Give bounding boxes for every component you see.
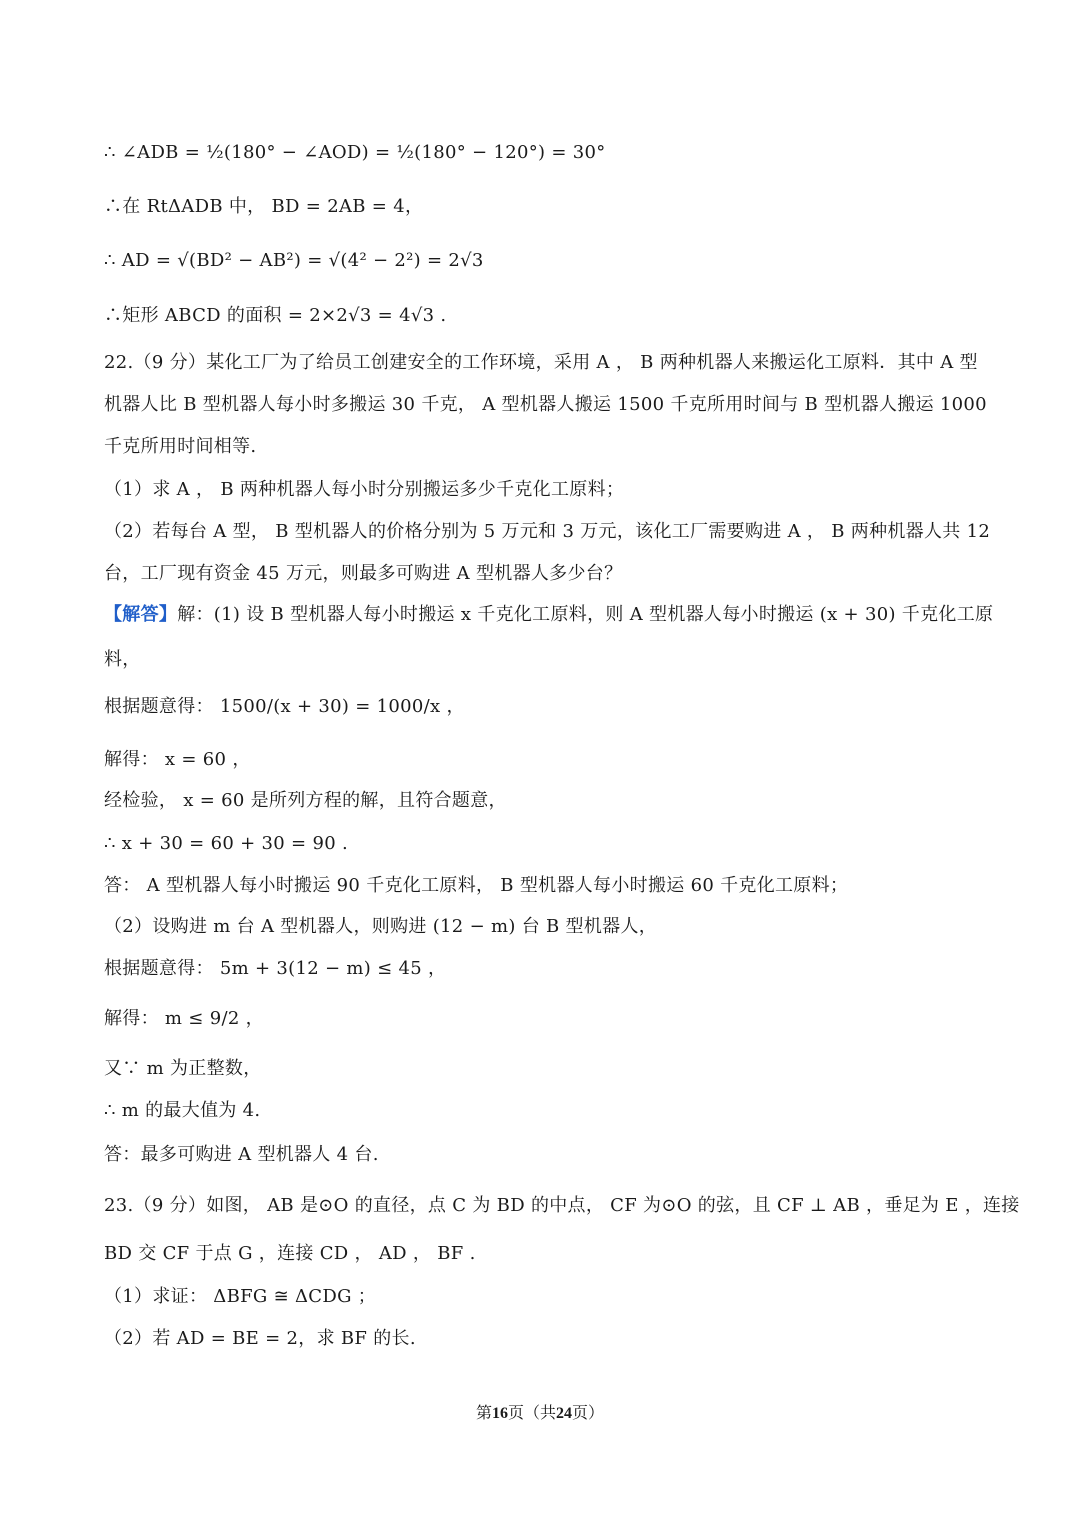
text-line xyxy=(104,1056,984,1082)
text-line xyxy=(104,350,984,376)
page-footer xyxy=(0,1400,1080,1423)
line-text: 答：最多可购进 A 型机器人 4 台. xyxy=(104,1144,379,1165)
text-line xyxy=(104,519,991,545)
text-line xyxy=(104,1142,984,1168)
text-line xyxy=(104,1193,1020,1219)
line-text: 千克所用时间相等. xyxy=(104,436,257,457)
text-line xyxy=(104,1241,984,1267)
line-text: 料， xyxy=(104,649,141,670)
text-line xyxy=(104,477,984,503)
line-text: 经检验， x = 60 是所列方程的解，且符合题意， xyxy=(104,790,507,811)
line-text: ∴ ∠ADB = ½(180° − ∠AOD) = ½(180° − 120°) = 30° xyxy=(104,142,606,163)
line-text: （2）设购进 m 台 A 型机器人，则购进 (12 − m) 台 B 型机器人， xyxy=(104,916,658,937)
text-line xyxy=(104,434,984,460)
line-text: 答： A 型机器人每小时搬运 90 千克化工原料， B 型机器人每小时搬运 60 千克化工原料； xyxy=(104,875,849,896)
line-text: （2）若 AD = BE = 2，求 BF 的长. xyxy=(104,1328,416,1349)
footer-page-number: 16 xyxy=(491,1405,508,1422)
text-line xyxy=(104,561,984,587)
line-text: 根据题意得： 5m + 3(12 − m) ≤ 45 ， xyxy=(104,958,447,979)
text-line xyxy=(104,248,984,274)
text-line xyxy=(104,1098,984,1124)
line-text: ∴ x + 30 = 60 + 30 = 90 . xyxy=(104,833,348,854)
text-line xyxy=(104,647,984,673)
line-text: 解得： m ≤ 9/2 ， xyxy=(104,1008,264,1029)
line-text: 台，工厂现有资金 45 万元，则最多可购进 A 型机器人多少台？ xyxy=(104,563,623,584)
text-line xyxy=(104,788,984,814)
line-text: （1）求 A ， B 两种机器人每小时分别搬运多少千克化工原料； xyxy=(104,479,625,500)
text-line xyxy=(104,831,984,857)
line-text: 根据题意得： 1500/(x + 30) = 1000/x ， xyxy=(104,696,465,717)
line-text: （2）若每台 A 型， B 型机器人的价格分别为 5 万元和 3 万元，该化工厂需要购进 A ， B 两种机器人共 12 xyxy=(104,521,991,542)
line-text: ∴ AD = √(BD² − AB²) = √(4² − 2²) = 2√3 xyxy=(104,250,484,271)
text-line xyxy=(104,1284,984,1310)
answer-tag: 【解答】 xyxy=(104,604,178,625)
text-line xyxy=(104,392,987,418)
line-text: 23.（9 分）如图， AB 是⊙O 的直径，点 C 为 BD 的中点， CF 为⊙O 的弦，且 CF ⊥ AB ，垂足为 E ，连接 xyxy=(104,1195,1020,1216)
footer-suffix: 页） xyxy=(572,1405,605,1422)
text-line xyxy=(104,303,984,329)
line-text: 解得： x = 60 ， xyxy=(104,749,251,770)
text-line xyxy=(104,873,984,899)
line-text: 解：(1) 设 B 型机器人每小时搬运 x 千克化工原料，则 A 型机器人每小时搬运 (x + 30) 千克化工原 xyxy=(177,604,994,625)
line-text: 22.（9 分）某化工厂为了给员工创建安全的工作环境，采用 A ， B 两种机器人来搬运化工原料．其中 A 型 xyxy=(104,352,978,373)
footer-prefix: 第 xyxy=(475,1405,492,1422)
text-line xyxy=(104,694,984,720)
text-line xyxy=(104,914,984,940)
footer-middle: 页（共 xyxy=(507,1405,556,1422)
line-text: 机器人比 B 型机器人每小时多搬运 30 千克， A 型机器人搬运 1500 千克所用时间与 B 型机器人搬运 1000 xyxy=(104,394,987,415)
text-line xyxy=(104,602,994,628)
text-line xyxy=(104,747,984,773)
line-text: 又∵ m 为正整数， xyxy=(104,1058,262,1079)
line-text: ∴ m 的最大值为 4. xyxy=(104,1100,261,1121)
line-text: BD 交 CF 于点 G ，连接 CD ， AD ， BF . xyxy=(104,1243,476,1264)
text-line xyxy=(104,1006,984,1032)
text-line xyxy=(104,140,984,166)
line-text: ∴矩形 ABCD 的面积 = 2×2√3 = 4√3 . xyxy=(104,305,447,326)
text-line xyxy=(104,194,984,220)
line-text: （1）求证： ΔBFG ≅ ΔCDG ； xyxy=(104,1286,377,1307)
text-line xyxy=(104,1326,984,1352)
line-text: ∴在 RtΔADB 中， BD = 2AB = 4， xyxy=(104,196,424,217)
footer-total-pages: 24 xyxy=(556,1405,572,1422)
text-line xyxy=(104,956,984,982)
